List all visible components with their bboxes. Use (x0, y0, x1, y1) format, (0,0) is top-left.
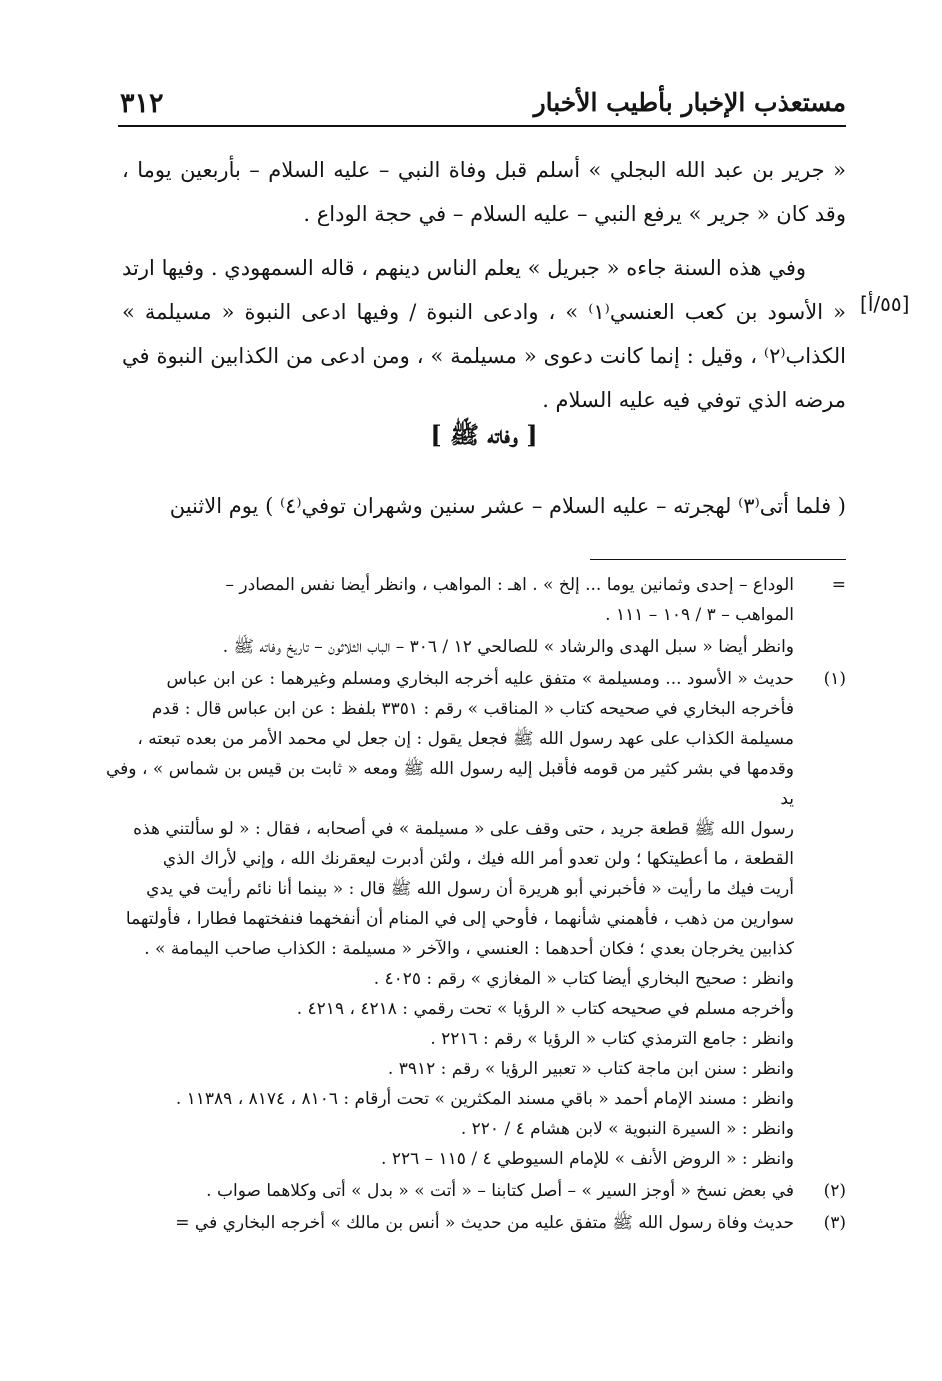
footnote-marker: (٢) (823, 1181, 846, 1201)
page-number: ٣١٢ (120, 88, 164, 119)
footnote-line: أريت فيك ما رأيت « فأخبرني أبو هريرة أن رسول الله ﷺ قال : « بينما أنا نائم رأيت في يدي (146, 879, 794, 899)
footnotes (106, 570, 846, 1240)
footnote-3 (106, 1208, 846, 1238)
manuscript-folio-note: [٥٥/أ] (860, 292, 910, 316)
footnote-marker: (٣) (823, 1213, 846, 1233)
footnote-line: في بعض نسخ « أوجز السير » – أصل كتابنا – « أتت » « بدل » أتى وكلاهما صواب . (206, 1181, 794, 1201)
footnote-reference: وانظر : « الروض الأنف » للإمام السيوطي ٤ / ١١٥ – ٢٢٦ . (381, 1149, 794, 1169)
footnote-line: كذابين يخرجان بعدي ؛ فكان أحدهما : العنسي ، والآخر « مسيلمة : الكذاب صاحب اليمامة » . (144, 939, 794, 959)
footnote-line: المواهب – ٣ / ١٠٩ – ١١١ . (605, 605, 794, 625)
footnote-reference: وانظر : صحيح البخاري أيضا كتاب « المغازي » رقم : ٤٠٢٥ . (373, 969, 794, 989)
footnote-line: القطعة ، ما أعطيتكها ؛ ولن تعدو أمر الله فيك ، ولئن أدبرت ليعقرنك الله ، وإني لأراك الذي (162, 849, 794, 869)
footnote-line: رسول الله ﷺ قطعة جريد ، حتى وقف على « مسيلمة » في أصحابه ، فقال : « لو سألتني هذه (133, 819, 794, 839)
footnote-line: حديث « الأسود ... ومسيلمة » متفق عليه أخرجه البخاري ومسلم وغيرهما : عن ابن عباس (166, 669, 794, 689)
header-rule (118, 125, 846, 127)
footnote-reference: وانظر : « السيرة النبوية » لابن هشام ٤ / ٢٢٠ . (460, 1119, 794, 1139)
footnote-line: حديث وفاة رسول الله ﷺ متفق عليه من حديث « أنس بن مالك » أخرجه البخاري في = (175, 1213, 794, 1233)
footnote-reference: وانظر : سنن ابن ماجة كتاب « تعبير الرؤيا » رقم : ٣٩١٢ . (387, 1059, 794, 1079)
section-heading: [ وفاته ﷺ ] (430, 420, 538, 449)
footnote-line: مسيلمة الكذاب على عهد رسول الله ﷺ فجعل يقول : إن جعل لي محمد الأمر من بعده تبعته ، (137, 729, 794, 749)
footnote-continuation (106, 632, 846, 662)
footnote-reference: وانظر : مسند الإمام أحمد « باقي مسند المكثرين » تحت أرقام : ٨١٠٦ ، ٨١٧٤ ، ١١٣٨٩ . (175, 1089, 794, 1109)
footnote-marker: (١) (823, 669, 846, 689)
footnote-continuation (106, 570, 846, 630)
footnote-line: سوارين من ذهب ، فأهمني شأنهما ، فأوحي إلى في المنام أن أنفخهما فنفختهما فطارا ، فأولتهما (125, 909, 794, 929)
footnote-marker: = (831, 575, 846, 595)
footnote-separator (590, 559, 846, 560)
footnote-line: الوداع – إحدى وثمانين يوما ... إلخ » . اهـ : المواهب ، وانظر أيضا نفس المصادر – (225, 575, 794, 595)
footnote-1 (106, 664, 846, 1174)
footnote-line: وقدمها في بشر كثير من قومه فأقبل إليه رسول الله ﷺ ومعه « ثابت بن قيس بن شماس » ، وفي يد (106, 759, 794, 809)
body-paragraph: « جرير بن عبد الله البجلي » أسلم قبل وفاة النبي – عليه السلام – بأربعين يوما ، وقد كان « جرير » يرفع النبي – عليه السلام – في حجة الوداع . (122, 158, 846, 226)
footnote-reference: وأخرجه مسلم في صحيحه كتاب « الرؤيا » تحت رقمي : ٤٢١٨ ، ٤٢١٩ . (296, 999, 794, 1019)
running-title: مستعذب الإخبار بأطيب الأخبار (533, 88, 846, 117)
body-paragraph: ( فلما أتى⁽٣⁾ لهجرته – عليه السلام – عشر سنين وشهران توفي⁽٤⁾ ) يوم الاثنين (169, 494, 846, 518)
footnote-line: وانظر أيضا « سبل الهدى والرشاد » للصالحي ١٢ / ٣٠٦ – الباب الثلاثون – تاريخ وفاته ﷺ . (222, 637, 794, 657)
page-header (120, 88, 846, 119)
footnote-line: فأخرجه البخاري في صحيحه كتاب « المناقب » رقم : ٣٣٥١ بلفظ : عن ابن عباس قال : قدم (151, 699, 794, 719)
footnote-2 (106, 1176, 846, 1206)
body-paragraph: وفي هذه السنة جاءه « جبريل » يعلم الناس دينهم ، قاله السمهودي . وفيها ارتد « الأسود بن كعب العنسي⁽١⁾ » ، وادعى النبوة / وفيها ادعى النبوة « مسيلمة » الكذاب⁽٢⁾ ، وقيل : إنما كانت دعوى « مسيلمة » ، ومن ادعى من الكذابين النبوة في مرضه الذي توفي فيه عليه السلام . (122, 256, 846, 412)
footnote-reference: وانظر : جامع الترمذي كتاب « الرؤيا » رقم : ٢٢١٦ . (430, 1029, 794, 1049)
